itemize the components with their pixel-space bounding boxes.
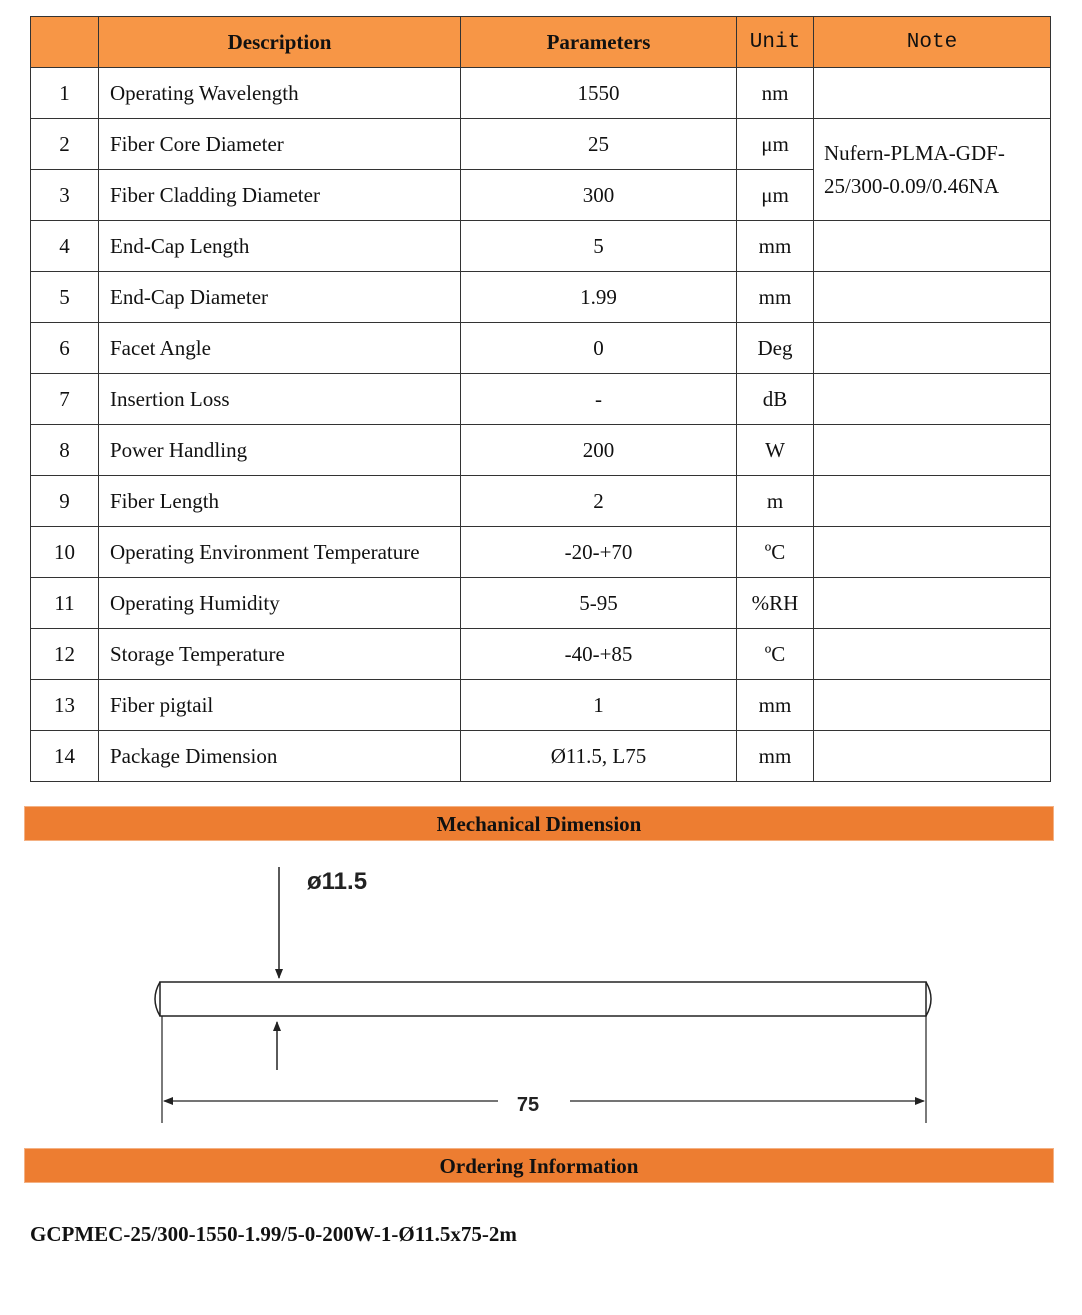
row-note xyxy=(814,272,1051,323)
row-note xyxy=(814,68,1051,119)
row-unit: Deg xyxy=(737,323,814,374)
row-parameter: 25 xyxy=(461,119,737,170)
row-parameter: - xyxy=(461,374,737,425)
row-unit: ºC xyxy=(737,629,814,680)
row-note xyxy=(814,374,1051,425)
table-row xyxy=(31,425,1051,476)
table-header-row xyxy=(31,17,1051,68)
row-number: 3 xyxy=(31,170,99,221)
row-parameter: 5-95 xyxy=(461,578,737,629)
row-parameter: 300 xyxy=(461,170,737,221)
row-note xyxy=(814,629,1051,680)
row-description: Power Handling xyxy=(99,425,461,476)
row-unit: μm xyxy=(737,170,814,221)
row-description: Fiber Cladding Diameter xyxy=(99,170,461,221)
row-parameter: 0 xyxy=(461,323,737,374)
table-row xyxy=(31,272,1051,323)
row-parameter: 1550 xyxy=(461,68,737,119)
length-label: 75 xyxy=(516,1094,540,1116)
row-description: Fiber Length xyxy=(99,476,461,527)
row-unit: mm xyxy=(737,731,814,782)
table-row xyxy=(31,527,1051,578)
row-description: End-Cap Diameter xyxy=(99,272,461,323)
row-unit: μm xyxy=(737,119,814,170)
table-row xyxy=(31,119,1051,170)
row-parameter: 2 xyxy=(461,476,737,527)
row-note xyxy=(814,425,1051,476)
row-number: 9 xyxy=(31,476,99,527)
row-parameter: -40-+85 xyxy=(461,629,737,680)
table-row xyxy=(31,374,1051,425)
row-unit: dB xyxy=(737,374,814,425)
row-description: Facet Angle xyxy=(99,323,461,374)
row-parameter: 5 xyxy=(461,221,737,272)
row-unit: ºC xyxy=(737,527,814,578)
table-row xyxy=(31,578,1051,629)
row-description: Insertion Loss xyxy=(99,374,461,425)
table-row xyxy=(31,629,1051,680)
table-row xyxy=(31,476,1051,527)
row-note xyxy=(814,731,1051,782)
row-number: 13 xyxy=(31,680,99,731)
header-unit: Unit xyxy=(737,17,814,68)
row-description: End-Cap Length xyxy=(99,221,461,272)
table-row xyxy=(31,323,1051,374)
row-note xyxy=(814,221,1051,272)
header-note: Note xyxy=(814,17,1051,68)
row-note xyxy=(814,527,1051,578)
header-description: Description xyxy=(99,17,461,68)
row-parameter: 1.99 xyxy=(461,272,737,323)
mechanical-dimension-heading: Mechanical Dimension xyxy=(24,806,1054,841)
spec-table xyxy=(30,16,1051,782)
row-parameter: Ø11.5, L75 xyxy=(461,731,737,782)
row-number: 5 xyxy=(31,272,99,323)
row-note xyxy=(814,323,1051,374)
mechanical-drawing xyxy=(0,845,1082,1145)
ordering-information-heading: Ordering Information xyxy=(24,1148,1054,1183)
row-number: 1 xyxy=(31,68,99,119)
row-number: 12 xyxy=(31,629,99,680)
row-note xyxy=(814,476,1051,527)
table-row xyxy=(31,731,1051,782)
row-parameter: -20-+70 xyxy=(461,527,737,578)
table-row xyxy=(31,680,1051,731)
row-description: Storage Temperature xyxy=(99,629,461,680)
row-description: Package Dimension xyxy=(99,731,461,782)
row-description: Operating Wavelength xyxy=(99,68,461,119)
row-unit: mm xyxy=(737,221,814,272)
row-description: Operating Humidity xyxy=(99,578,461,629)
table-row xyxy=(31,221,1051,272)
row-unit: mm xyxy=(737,680,814,731)
header-parameters: Parameters xyxy=(461,17,737,68)
ordering-code: GCPMEC-25/300-1550-1.99/5-0-200W-1-Ø11.5x75-2m xyxy=(30,1222,517,1246)
row-number: 4 xyxy=(31,221,99,272)
row-note xyxy=(814,680,1051,731)
package-body xyxy=(160,982,926,1016)
row-unit: W xyxy=(737,425,814,476)
row-number: 14 xyxy=(31,731,99,782)
table-row xyxy=(31,68,1051,119)
row-description: Fiber Core Diameter xyxy=(99,119,461,170)
row-parameter: 1 xyxy=(461,680,737,731)
header-no xyxy=(31,17,99,68)
row-number: 6 xyxy=(31,323,99,374)
row-number: 10 xyxy=(31,527,99,578)
row-number: 7 xyxy=(31,374,99,425)
spec-table-body xyxy=(31,68,1051,782)
row-description: Operating Environment Temperature xyxy=(99,527,461,578)
row-number: 2 xyxy=(31,119,99,170)
row-unit: nm xyxy=(737,68,814,119)
row-unit: m xyxy=(737,476,814,527)
diameter-label: ø11.5 xyxy=(307,868,368,895)
row-number: 8 xyxy=(31,425,99,476)
row-unit: %RH xyxy=(737,578,814,629)
row-note-fiber: Nufern-PLMA-GDF-25/300-0.09/0.46NA xyxy=(814,119,1051,221)
row-description: Fiber pigtail xyxy=(99,680,461,731)
row-note xyxy=(814,578,1051,629)
row-unit: mm xyxy=(737,272,814,323)
row-number: 11 xyxy=(31,578,99,629)
row-parameter: 200 xyxy=(461,425,737,476)
